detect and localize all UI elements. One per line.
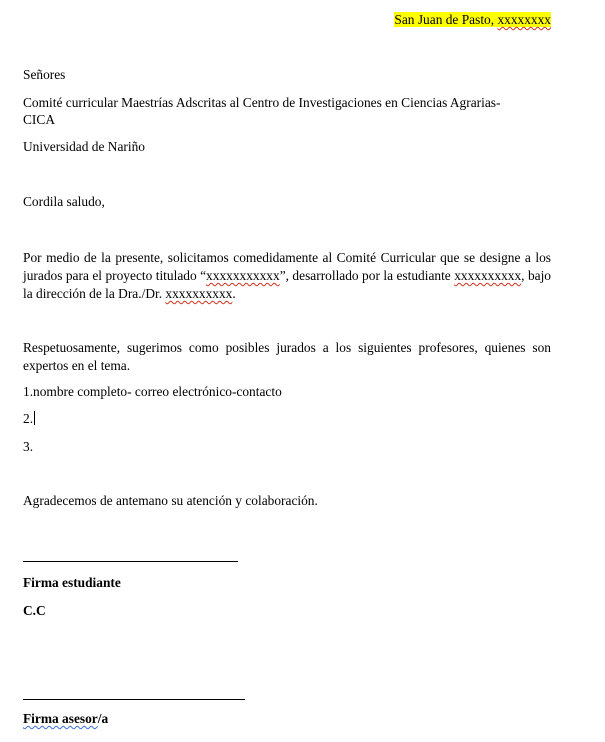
- request-paragraph: [23, 249, 551, 303]
- recipient-university: Universidad de Nariño: [23, 139, 145, 154]
- date-value: xxxxxxxx: [497, 12, 551, 27]
- recipient-committee-line-1: Comité curricular Maestrías Adscritas al Centro de Investigaciones en Ciencias Agrarias-: [23, 95, 501, 110]
- request-text-b: ”, desarrollado por la estudiante: [279, 268, 455, 283]
- recipient-title: Señores: [23, 67, 66, 82]
- list-item-2: [23, 411, 35, 427]
- student-signature-label: Firma estudiante: [23, 575, 121, 590]
- list-item-2-text: 2.: [23, 411, 34, 426]
- date-line: [394, 12, 551, 28]
- advisor-signature-label: [23, 711, 108, 727]
- student-signature-line: [23, 561, 238, 562]
- student-id-label: C.C: [23, 603, 46, 618]
- list-item-3: 3.: [23, 439, 34, 454]
- project-title: xxxxxxxxxxx: [206, 268, 280, 283]
- advisor-label-suffix: /a: [97, 711, 109, 726]
- request-text-a: Por medio de la presente, solicitamos comedidamente al Comité Curricular que se designe a los jurados para el proyecto titulado “: [23, 250, 551, 283]
- request-text-c: , bajo la dirección de la Dra./Dr.: [23, 268, 552, 301]
- request-text-d: .: [232, 286, 236, 301]
- student-name: xxxxxxxxxx: [454, 268, 522, 283]
- suggestion-paragraph: Respetuosamente, sugerimos como posibles jurados a los siguientes profesores, quienes son expertos en el tema.: [23, 340, 551, 373]
- recipient-committee-line-2: CICA: [23, 112, 55, 127]
- list-item-1: 1.nombre completo- correo electrónico-contacto: [23, 384, 282, 399]
- text-cursor: [34, 411, 35, 425]
- director-name: xxxxxxxxxx: [165, 286, 233, 301]
- closing-line: Agradecemos de antemano su atención y colaboración.: [23, 493, 318, 508]
- advisor-label-main: Firma asesor: [23, 711, 98, 726]
- greeting: Cordila saludo,: [23, 194, 105, 209]
- date-place: San Juan de Pasto,: [394, 12, 498, 27]
- advisor-signature-line: [23, 699, 245, 700]
